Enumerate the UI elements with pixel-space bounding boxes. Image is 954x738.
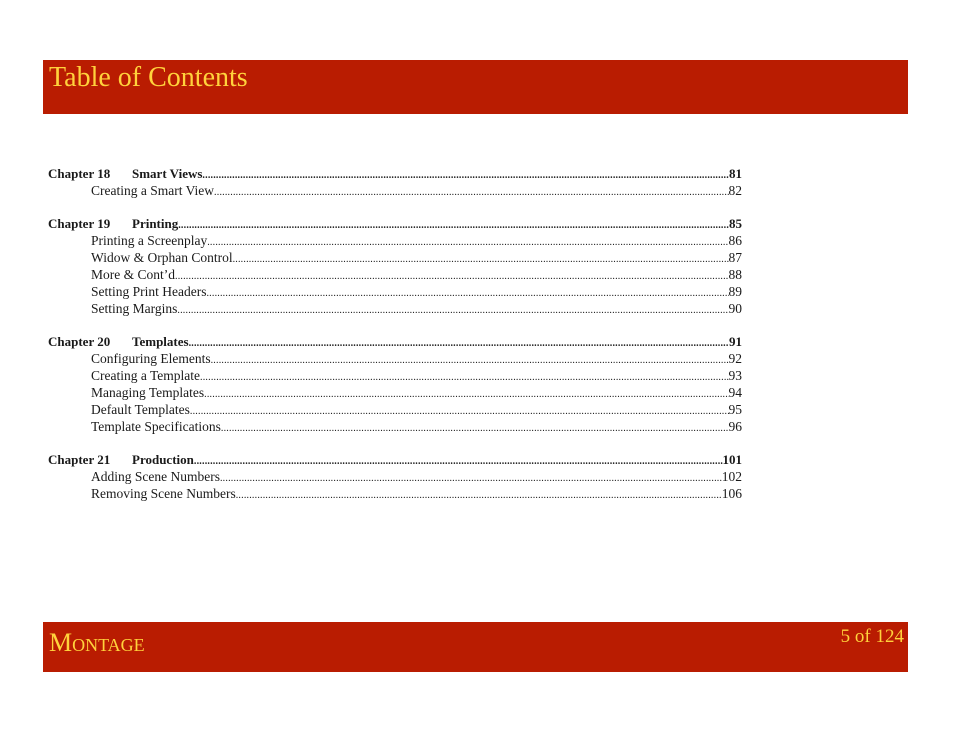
toc-section-entry[interactable] xyxy=(48,468,742,485)
dot-leader xyxy=(194,451,723,468)
dot-leader xyxy=(214,182,728,199)
section-title: Printing a Screenplay xyxy=(91,233,208,248)
dot-leader xyxy=(207,232,728,249)
page-number: 101 xyxy=(722,452,742,467)
dot-leader xyxy=(236,485,722,502)
page-number: 90 xyxy=(728,301,742,316)
page-number: 88 xyxy=(728,267,742,282)
toc-chapter xyxy=(48,165,742,199)
page-number: 87 xyxy=(728,250,742,265)
chapter-number: Chapter 18 xyxy=(48,166,111,181)
section-title: Adding Scene Numbers xyxy=(91,469,220,484)
section-title: Creating a Smart View xyxy=(91,183,215,198)
toc-section-entry[interactable] xyxy=(48,249,742,266)
toc-section-entry[interactable] xyxy=(48,384,742,401)
section-title: Managing Templates xyxy=(91,385,205,400)
toc-chapter-entry[interactable] xyxy=(48,333,742,350)
section-title: More & Cont’d xyxy=(91,267,175,282)
chapter-number: Chapter 20 xyxy=(48,334,111,349)
page-number: 91 xyxy=(729,334,742,349)
toc-section-entry[interactable] xyxy=(48,182,742,199)
chapter-title: Production xyxy=(132,452,194,467)
toc-section-entry[interactable] xyxy=(48,367,742,384)
section-title: Creating a Template xyxy=(91,368,201,383)
page-number: 81 xyxy=(729,166,742,181)
page-number: 86 xyxy=(728,233,742,248)
chapter-title: Printing xyxy=(132,216,179,231)
page-number: 106 xyxy=(721,486,742,501)
chapter-number: Chapter 19 xyxy=(48,216,111,231)
dot-leader xyxy=(200,367,728,384)
toc-chapter xyxy=(48,451,742,502)
dot-leader xyxy=(211,350,729,367)
dot-leader xyxy=(204,384,728,401)
page-number: 95 xyxy=(728,402,742,417)
toc-chapter-entry[interactable] xyxy=(48,165,742,182)
page-title: Table of Contents xyxy=(49,62,248,93)
toc-section-entry[interactable] xyxy=(48,266,742,283)
chapter-title: Smart Views xyxy=(132,166,203,181)
toc-section-entry[interactable] xyxy=(48,350,742,367)
header-band xyxy=(43,60,908,114)
toc-chapter xyxy=(48,215,742,317)
section-title: Removing Scene Numbers xyxy=(91,486,236,501)
page-number: 82 xyxy=(728,183,742,198)
dot-leader xyxy=(221,418,729,435)
section-title: Setting Print Headers xyxy=(91,284,207,299)
toc-section-entry[interactable] xyxy=(48,232,742,249)
page-number: 94 xyxy=(728,385,742,400)
section-title: Default Templates xyxy=(91,402,190,417)
toc-section-entry[interactable] xyxy=(48,300,742,317)
chapter-number: Chapter 21 xyxy=(48,452,111,467)
section-title: Setting Margins xyxy=(91,301,178,316)
table-of-contents xyxy=(48,165,742,518)
chapter-title: Templates xyxy=(132,334,189,349)
page-number: 96 xyxy=(728,419,742,434)
page-number: 85 xyxy=(729,216,742,231)
footer-band xyxy=(43,622,908,672)
page-number: 93 xyxy=(728,368,742,383)
toc-section-entry[interactable] xyxy=(48,283,742,300)
toc-section-entry[interactable] xyxy=(48,485,742,502)
toc-section-entry[interactable] xyxy=(48,401,742,418)
toc-section-entry[interactable] xyxy=(48,418,742,435)
toc-chapter-entry[interactable] xyxy=(48,451,742,468)
page-indicator: 5 of 124 xyxy=(840,626,904,647)
section-title: Widow & Orphan Control xyxy=(91,250,233,265)
dot-leader xyxy=(202,165,729,182)
dot-leader xyxy=(233,249,729,266)
toc-chapter xyxy=(48,333,742,435)
dot-leader xyxy=(178,215,729,232)
toc-chapter-entry[interactable] xyxy=(48,215,742,232)
dot-leader xyxy=(206,283,728,300)
dot-leader xyxy=(177,300,728,317)
dot-leader xyxy=(190,401,729,418)
dot-leader xyxy=(189,333,729,350)
page-number: 102 xyxy=(721,469,742,484)
page-number: 89 xyxy=(728,284,742,299)
brand-name: Montage xyxy=(49,628,145,657)
section-title: Configuring Elements xyxy=(91,351,211,366)
dot-leader xyxy=(220,468,722,485)
section-title: Template Specifications xyxy=(91,419,221,434)
dot-leader xyxy=(175,266,729,283)
page-number: 92 xyxy=(728,351,742,366)
